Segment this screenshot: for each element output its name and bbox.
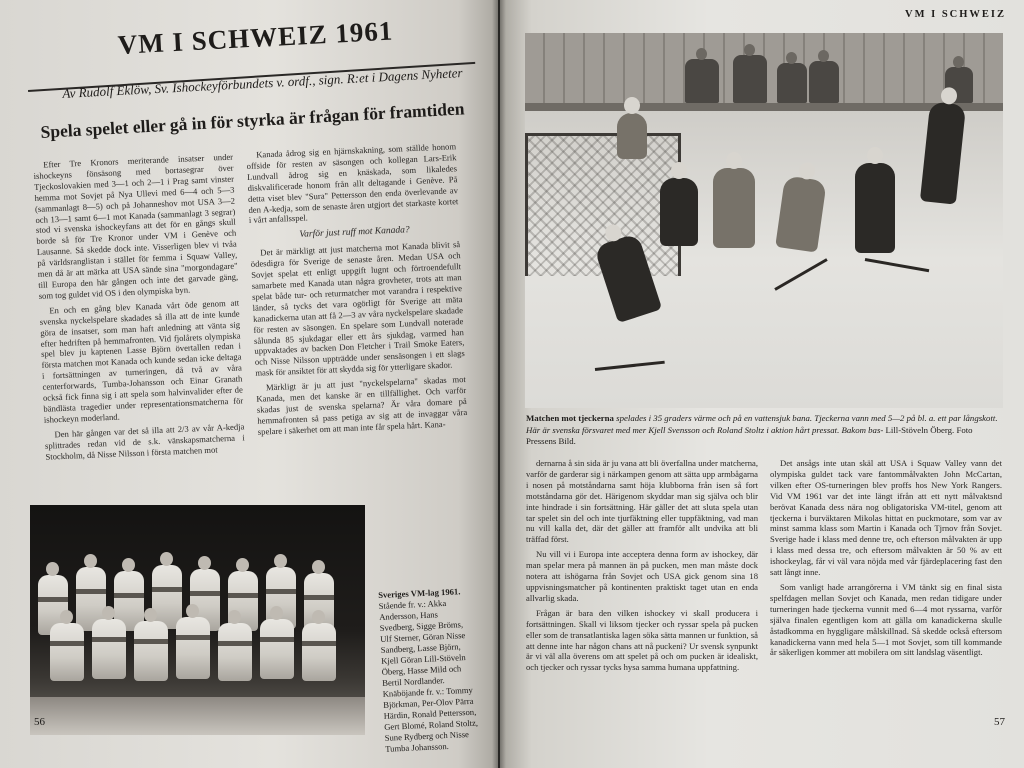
game-photo-caption [526,413,1004,448]
caption-text: spelades i 35 graders värme och på en vattensjuk bana. Tjeckerna vann med 5—2 på bl. a. ett par långskott. Här är svenska försvaret med mer Kjell Svensson och Roland Stoltz i aktion hårt pressat. Bakom bas- [526,413,998,435]
running-header: VM I SCHWEIZ [905,9,1007,20]
paragraph: Nu vill vi i Europa inte acceptera denna form av ishockey, där man spelar mera på mannen än på pucken, men man måste dock notera att ishögarna från Sovjet och USA gick genom sina 18 uppvisningsmatcher på kontinenten praktiskt taget utan en enda allvarlig skada. [526,549,758,603]
player-figure [50,623,84,681]
skater-figure [713,168,755,248]
player-figure [134,621,168,681]
caption-credit: Lill-Stöveln Öberg. Foto Pressens Bild. [526,424,973,446]
caption-text: Stående fr. v.: Akka Andersson, Hans Svedberg, Sigge Bröms, Ulf Sterner, Göran Nisse Sandberg, Lasse Björn, Kjell Göran Lill-Stöveln Öberg, Hasse Mild och Bertil Nordlander. Knäböjande fr. v.: Tommy Björkman, Per-Olov Pärra Härdin, Ronald Pettersson, Gert Blomé, Roland Stoltz, Sune Rydberg och Nisse Tumba Johansson. [378,597,479,754]
text-column-2 [246,141,470,489]
spectator-figure [685,59,719,103]
left-page [0,0,498,768]
team-photo [30,505,365,735]
paragraph: Kanada ådrog sig en hjärnskakning, som ställde honom offside för resten av säsongen och kollegan Lars-Erik Lundvall ådrog sig en knäskada, som likaledes diskvalificerade honom från allt deltagande i Genève. På detta viset blev "Sura" Pettersson den enda överlevande av den A-kedja, som de senaste åren utgjort det starkaste kortet i vårt anfallsspel. [246,141,459,226]
player-figure [92,619,126,679]
paragraph: Det är märkligt att just matcherna mot Kanada blivit så ödesdigra för Sverige de senaste åren. Medan USA och Sovjet spelat ett enligt uppgift lugnt och förtroendefullt samarbete med Kanada utan några grovheter, trots att man spelat både tur- och returmatcher mot varandra i respektive länder, så tycks det vara ogörligt för Sverige att mäta kanadickerna utan att få 2—3 av våra nyckelspelare skadade för resten av säsongen. En spelare som Lundvall noterade sålunda 85 sjukdagar eller ett års sjukdag, varmed han uppvaktades av backen Don Fletcher i Trail Smoke Eaters, och Nisse Nilsson uppträdde under sensäsongen i ett slags mask för ansiktet för att skydda sig för ytterligare skador. [250,239,465,379]
team-photo-caption [378,586,480,755]
paragraph: Den här gången var det så illa att 2/3 av vår A-kedja splittrades redan vid de s.k. vänskapsmatcherna i Stockholm, då Nisse Nilsson i första matchen mot [44,421,245,462]
article-subhead: Spela spelet eller gå in för styrka är frågan för framtiden [40,98,465,142]
article-title: VM I SCHWEIZ 1961 [117,15,394,60]
player-figure [218,623,252,681]
text-column-4 [770,458,1002,738]
skater-figure [855,163,895,253]
spectator-figure [809,61,839,103]
right-page [500,0,1024,768]
player-figure [302,623,336,681]
goalie-figure [617,113,647,159]
caption-lead: Matchen mot tjeckerna [526,413,614,423]
game-photo [525,33,1003,408]
section-heading: Varför just ruff mot Kanada? [299,225,410,241]
skater-figure [660,178,698,246]
paragraph: Det ansågs inte utan skäl att USA i Squaw Valley vann det olympiska guldet tack vare fantommålvakten John McCartan, vilken efter OS-turneringen blev proffs hos New York Rangers. Vid VM 1961 var det inte längt ifrån att ett nytt målvaktsnd berövat Kanada dess nära nog obligatoriska VM-titel, genom att tjeckerna i burväktaren Mikolas hittat en puckmotare, som var av minst samma klass som Martin i Kanada och Tjrnov från Sovjet. Sverige hade i klass med denne tre, och efterson målvakten är upp i klass med dessa tre, och eftersom målvakten är 50 % av ett ishockeylag, får vi väl vara nöjda med vår fjärdeplacering fast den satt långt inne. [770,458,1002,578]
photo-floor [30,697,365,735]
book-gutter [492,0,506,768]
paragraph: dernarna å sin sida är ju vana att bli överfallna under matcherna, varför de garderar sig i närkampen genom att sätta upp armbågarna i nosen på motståndarna samt höja klubborna från isen så fort motståndarna gör det. Härigenom skyddar man sig själva och blir inte hindrade i sin fortsättning. Här gäller det att sluta spela utan tar spelet sin del och inte tjurfäktning eller tuppfäktning, vad man nu vill kalla det, där det gäller att framför allt undvika att bli träffad först. [526,458,758,545]
spectator-figure [733,55,767,103]
paragraph: Frågan är bara den vilken ishockey vi skall producera i fortsättningen. Skall vi liksom tjecker och ryssar spela på pucken eller som de transatlantiska lagen söka sätta mannen ur funktion, så att denne inte har någon chans att nå puckeni? Ur svensk synpunkt är vi väl alla överens om att spelet på och om pucken är idealiskt, och tjecker och ryssar tycks hysa samma humana uppfattning. [526,607,758,673]
player-figure [260,619,294,679]
text-column-1 [33,152,246,485]
paragraph: Som vanligt hade arrangörerna i VM tänkt sig en final sista spelfdagen mellan Sovjet och Kanada, men redan tidigare under turneringen hade tjeckerna vunnit med 6—4 mot ryssarna, varför själva finalen egentligen kom att gälla om kanadickerna skulle åstadkomma en hyggligare målskillnad. Så skedde också eftersom kanadickerna vann med hela 5—1 mot Sovjet, som till kommande år säkerligen kommer att mobilera om sitt landslag väsentligt. [770,581,1002,658]
page-number: 56 [34,716,45,728]
paragraph: En och en gång blev Kanada vårt öde genom att svenska nyckelspelare skadades så illa att de inte kunde göra de insatser, som man haft anledning att vänta sig efter hedriften på hemmafronten. Vid fjolårets olympiska spel blev ju kaptenen Lasse Björn övertallen redan i första matchen mot Kanada och kunde sedan icke deltaga i fortsättningen av turneringen, då två av våra centerforwards, Tumba-Johansson och Einar Granath också fick finna sig i att spela som halvinvalider efter de bändlästa tragedier under representationsmatcherna för ishockeyn moderland. [39,297,244,425]
caption-lead: Sveriges VM-lag 1961. [378,586,461,600]
page-number: 57 [994,716,1005,728]
text-column-3 [526,458,758,738]
byline: Av Rudolf Eklöw, Sv. Ishockeyförbundets v. ordf., sign. R:et i Dagens Nyheter [62,65,463,101]
paragraph: Märkligt är ju att just "nyckelspelarna" skadas mot Kanada, men det kanske är en tillfällighet. Och varför skadas just de svenska spelarna? Är våra domare på hemmafronten så pass petiga av sig att de invaggar våra spelare i säkerhet om att man inte får spela hårt. Kana- [256,374,468,437]
player-figure [176,617,210,679]
paragraph: Efter Tre Kronors meriterande insatser under ishockeyns fönsäsong med bortasegrar över Tjeckoslovakien med 3—1 och 2—1 i Prag samt vinster hemma mot Sovjet på Nya Ullevi med 6—4 och 5—3 (sammanlagt 8—5) och på Johanneshov mot USA 3—2 och 13—1 samt 6—1 mot Kanada (sammanlagt 3 segrar) stod vi svenska ishockeyfans att det för en gångs skull borde så för Tre Kronor under VM i Genève och Lausanne. Så skedde dock inte. Visserligen blev vi tvåa på världsranglistan i stället för femma i Squaw Valley, men då är att märka att USA sände sina "morgondagare" till Europa den här gången och inte det garvade gäng, som tog guldet vid OS i den olympiska byn. [33,151,239,301]
spectator-figure [777,63,807,103]
